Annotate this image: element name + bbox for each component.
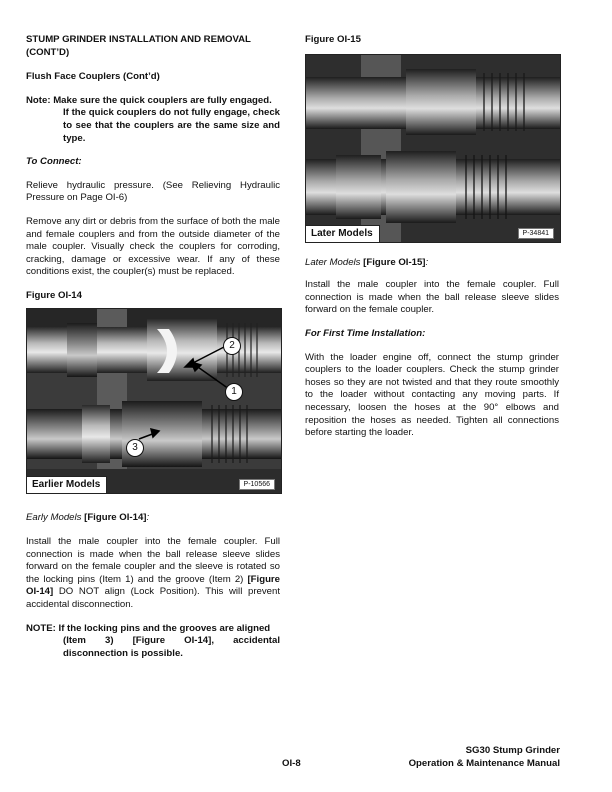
note2-prefix: NOTE:	[26, 622, 56, 634]
install-early-figure-ref: [Figure OI-14]	[26, 573, 280, 598]
later-models-intro	[305, 257, 559, 270]
figure-oi-14-label: Figure OI-14	[26, 289, 82, 301]
to-connect-heading: To Connect:	[26, 156, 82, 168]
figure-oi-14-caption: Earlier Models	[27, 476, 107, 493]
note-first-line: Make sure the quick couplers are fully engaged.	[53, 94, 272, 106]
later-models-colon: :	[425, 256, 429, 268]
early-models-intro	[26, 512, 280, 525]
early-models-colon: :	[146, 511, 150, 523]
coupler-photo-earlier	[27, 309, 281, 493]
note-alignment	[26, 623, 280, 661]
figure-oi-15-part-number: P-34841	[518, 228, 554, 239]
first-time-paragraph: With the loader engine off, connect the stump grinder couplers to the loader couplers. Check the stump grinder hoses so they are not twisted and that they route smoothly to the loader without contacting any moving parts. If necessary, loosen the hoses at the 90° elbows and reposition the hoses as needed. Tighten all connections before starting the loader.	[305, 351, 559, 439]
relieve-pressure-paragraph: Relieve hydraulic pressure. (See Relieving Hydraulic Pressure on Page OI-6)	[26, 179, 280, 204]
later-models-figure-ref: [Figure OI-15]	[363, 256, 426, 268]
subheading: Flush Face Couplers (Cont’d)	[26, 71, 160, 83]
coupler-photo-later	[306, 55, 560, 242]
note2-rest: (Item 3) [Figure OI-14], accidental disconnection is possible.	[63, 635, 280, 659]
install-early-text-a: Install the male coupler into the female coupler. Full connection is made when the ball release sleeve slides forward on the female coupler and the sleeve is rotated so the locking pins (Item 1) and the groove (Item 2)	[26, 536, 280, 585]
note-rest: If the quick couplers do not fully engage, check to see that the couplers are the same size and type.	[63, 107, 280, 144]
figure-oi-15-photo	[305, 54, 561, 243]
figure-oi-14-part-number: P-10566	[239, 479, 275, 490]
left-column	[26, 34, 280, 660]
right-column	[305, 34, 559, 440]
section-title: STUMP GRINDER INSTALLATION AND REMOVAL (CONT’D)	[26, 34, 251, 58]
note2-first-line: If the locking pins and the grooves are aligned	[58, 622, 271, 634]
note-engagement	[26, 95, 280, 145]
callout-item-3: 3	[126, 439, 144, 457]
early-models-figure-ref: [Figure OI-14]	[84, 511, 147, 523]
figure-oi-15-label: Figure OI-15	[305, 34, 361, 45]
callout-item-1: 1	[225, 383, 243, 401]
later-models-label: Later Models	[305, 256, 361, 268]
callout-item-2: 2	[223, 337, 241, 355]
page-number: OI-8	[282, 758, 301, 769]
early-models-label: Early Models	[26, 511, 82, 523]
footer-product-title: SG30 Stump Grinder	[465, 745, 560, 756]
note-prefix: Note:	[26, 94, 51, 106]
footer-manual-title: Operation & Maintenance Manual	[408, 758, 560, 769]
figure-oi-15-caption: Later Models	[306, 225, 380, 242]
figure-oi-14-photo	[26, 308, 282, 494]
first-time-heading: For First Time Installation:	[305, 327, 426, 339]
install-early-text-b: DO NOT align (Lock Position). This will prevent accidental disconnection.	[26, 586, 280, 611]
install-later-paragraph: Install the male coupler into the female coupler. Full connection is made when the ball release sleeve slides forward on the female coupler.	[305, 279, 559, 316]
clean-couplers-paragraph: Remove any dirt or debris from the surface of both the male and female couplers and from the outside diameter of the male coupler. Visually check the couplers for corroding, cracking, damage or excessive wear. If any of these conditions exist, the coupler(s) must be replaced.	[26, 215, 280, 278]
install-early-paragraph	[26, 536, 280, 612]
